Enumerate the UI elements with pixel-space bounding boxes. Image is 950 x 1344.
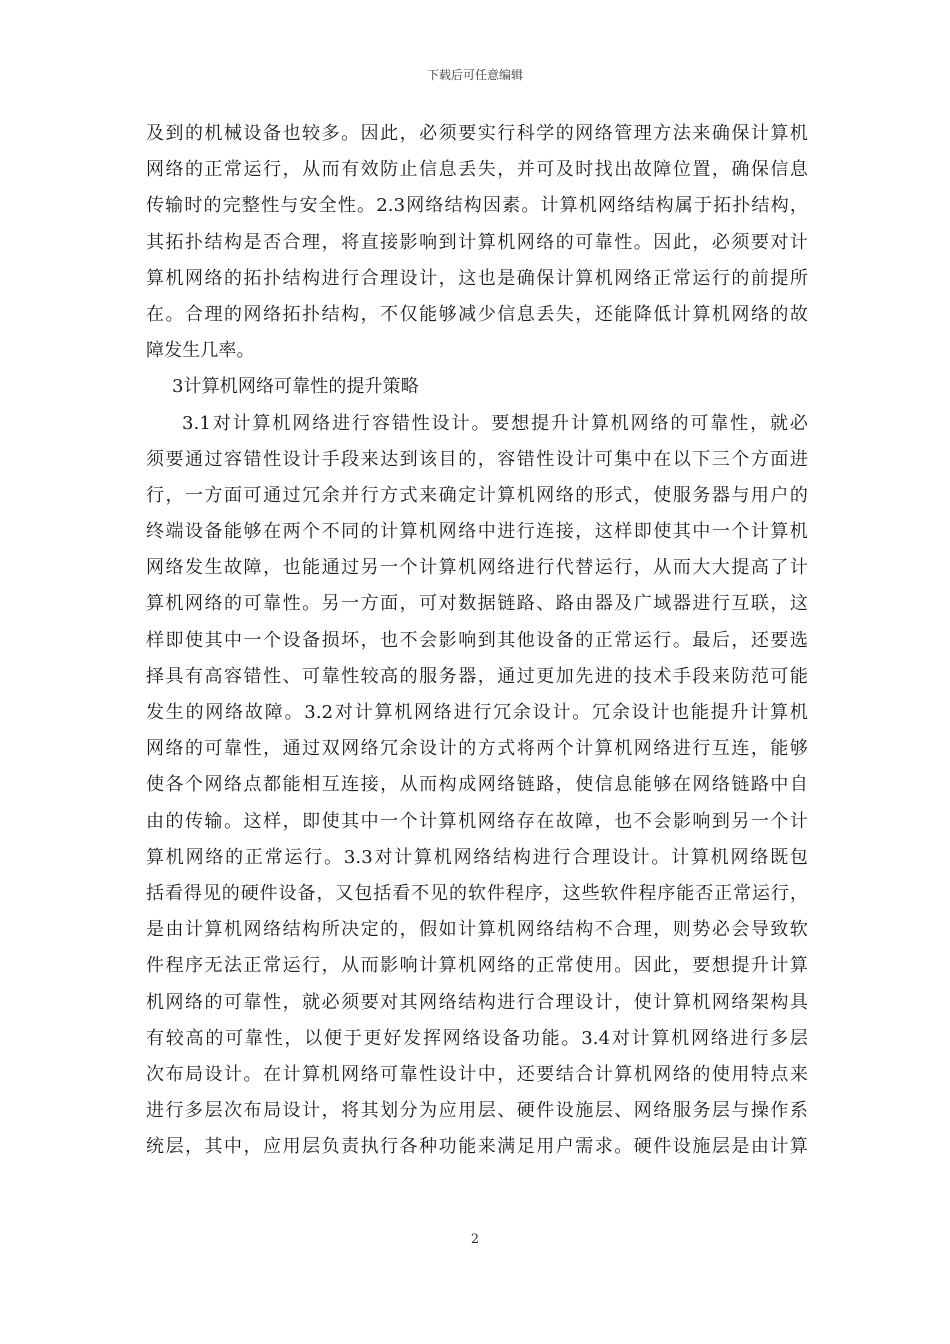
text-line: 终端设备能够在两个不同的计算机网络中进行连接，这样即使其中一个计算机 [146, 521, 808, 543]
text-line: 使各个网络点都能相互连接，从而构成网络链路，使信息能够在网络链路中自 [146, 774, 808, 796]
text-line: 障发生几率。 [146, 340, 255, 362]
text-line: 括看得见的硬件设备，又包括看不见的软件程序，这些软件程序能否正常运行， [146, 882, 808, 904]
text-line: 在。合理的网络拓扑结构，不仅能够减少信息丢失，还能降低计算机网络的故 [146, 303, 808, 325]
paragraph-improvement-strategies [146, 406, 808, 1166]
text-line: 及到的机械设备也较多。因此，必须要实行科学的网络管理方法来确保计算机 [146, 123, 808, 144]
text-line: 算机网络的正常运行。3.3对计算机网络结构进行合理设计。计算机网络既包 [146, 846, 808, 868]
text-line: 网络的可靠性，通过双网络冗余设计的方式将两个计算机网络进行互连，能够 [146, 738, 808, 760]
text-line: 统层，其中，应用层负责执行各种功能来满足用户需求。硬件设施层是由计算 [146, 1136, 808, 1158]
text-line: 传输时的完整性与安全性。2.3网络结构因素。计算机网络结构属于拓扑结构， [146, 195, 808, 217]
text-line: 进行多层次布局设计，将其划分为应用层、硬件设施层、网络服务层与操作系 [146, 1100, 808, 1122]
text-line: 其拓扑结构是否合理，将直接影响到计算机网络的可靠性。因此，必须要对计 [146, 231, 808, 253]
text-line: 网络发生故障，也能通过另一个计算机网络进行代替运行，从而大大提高了计 [146, 557, 808, 579]
text-line: 次布局设计。在计算机网络可靠性设计中，还要结合计算机网络的使用特点来 [146, 1063, 808, 1085]
text-line: 是由计算机网络结构所决定的，假如计算机网络结构不合理，则势必会导致软 [146, 919, 808, 941]
text-line: 件程序无法正常运行，从而影响计算机网络的正常使用。因此，要想提升计算 [146, 955, 808, 977]
document-body [146, 116, 808, 1165]
text-line: 机网络的可靠性，就必须要对其网络结构进行合理设计，使计算机网络架构具 [146, 991, 808, 1013]
text-line: 行，一方面可通过冗余并行方式来确定计算机网络的形式，使服务器与用户的 [146, 484, 808, 506]
text-line: 网络的正常运行，从而有效防止信息丢失，并可及时找出故障位置，确保信息 [146, 159, 808, 181]
section-heading: 3计算机网络可靠性的提升策略 [172, 376, 419, 398]
text-line: 3.1对计算机网络进行容错性设计。要想提升计算机网络的可靠性，就必 [182, 412, 808, 434]
text-line: 有较高的可靠性，以便于更好发挥网络设备功能。3.4对计算机网络进行多层 [146, 1027, 808, 1049]
text-line: 样即使其中一个设备损坏，也不会影响到其他设备的正常运行。最后，还要选 [146, 629, 808, 651]
text-line: 算机网络的可靠性。另一方面，可对数据链路、路由器及广域器进行互联，这 [146, 593, 808, 615]
text-line: 发生的网络故障。3.2对计算机网络进行冗余设计。冗余设计也能提升计算机 [146, 702, 808, 723]
text-line: 算机网络的拓扑结构进行合理设计，这也是确保计算机网络正常运行的前提所 [146, 267, 808, 289]
text-line: 择具有高容错性、可靠性较高的服务器，通过更加先进的技术手段来防范可能 [146, 665, 808, 687]
text-line: 须要通过容错性设计手段来达到该目的，容错性设计可集中在以下三个方面进 [146, 448, 808, 470]
paragraph-network-factors [146, 116, 808, 369]
text-line: 由的传输。这样，即使其中一个计算机网络存在故障，也不会影响到另一个计 [146, 810, 808, 832]
page-number: 2 [470, 1232, 480, 1247]
page-header-note: 下载后可任意编辑 [426, 68, 523, 82]
